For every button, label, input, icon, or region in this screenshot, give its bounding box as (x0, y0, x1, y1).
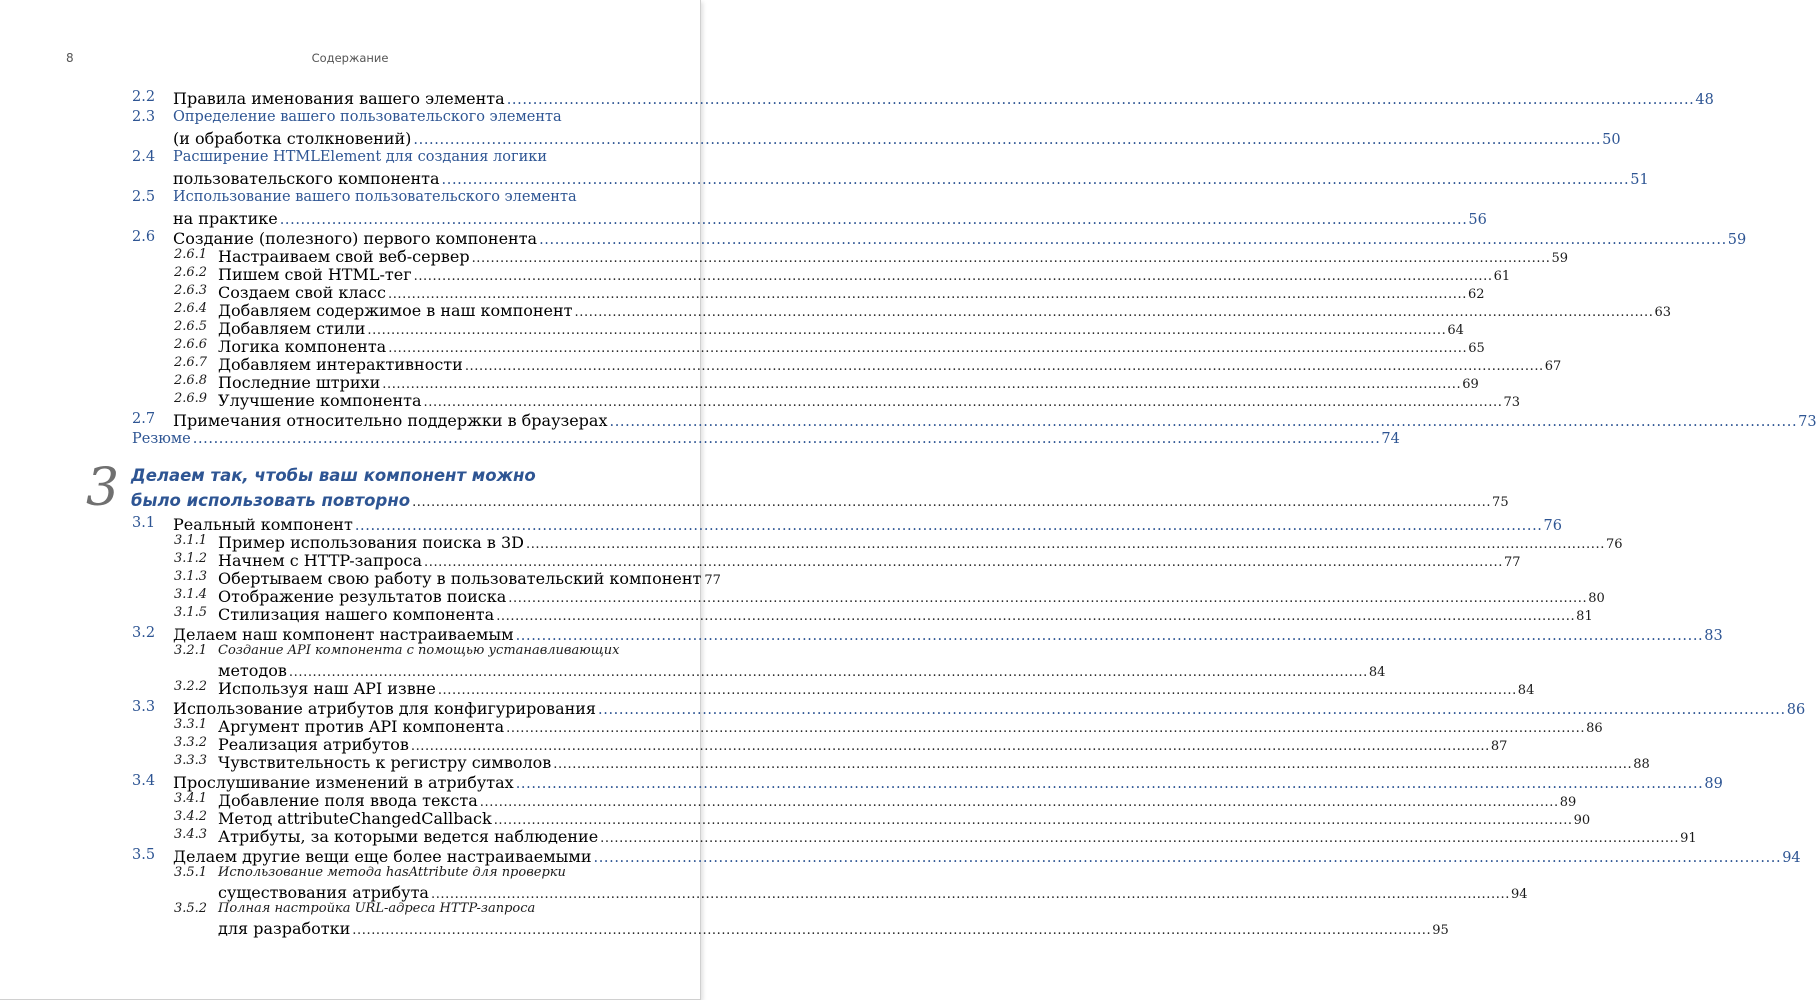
toc-entry-title: Обертываем свою работу в пользовательский компонент (218, 569, 702, 588)
leader-dots (526, 537, 1605, 552)
toc-entry-page-number: 64 (1447, 323, 1464, 338)
toc-entry-page-number: 69 (1462, 377, 1479, 392)
toc-entry-number: 2.6.2 (174, 265, 208, 280)
toc-entry-number: 3.3.2 (174, 735, 208, 750)
leader-dots (598, 702, 1786, 718)
toc-entry-page-number: 62 (1467, 287, 1485, 302)
toc-entry-page-number: 67 (1544, 359, 1562, 374)
toc-entry-title: Стилизация нашего компонента (218, 605, 495, 624)
toc-entry-title: Пишем свой HTML-тег (218, 265, 412, 284)
leader-dots (412, 495, 1491, 510)
leader-dots (575, 305, 1654, 320)
toc-entry-title: Метод attributeChangedCallback (218, 809, 492, 828)
chapter-page-number: 75 (1492, 495, 1509, 510)
toc-entry-page-number: 63 (1654, 305, 1672, 320)
toc-entry-number: 3.3 (132, 699, 156, 715)
toc-entry-title: Правила именования вашего элемента (173, 89, 505, 108)
leader-dots (508, 591, 1587, 606)
toc-entry-page-number: 89 (1559, 795, 1577, 810)
toc-entry-page-number: 80 (1588, 591, 1605, 606)
toc-entry-number: 2.6 (132, 229, 156, 245)
toc-entry-number: 2.6.7 (174, 355, 208, 370)
leader-dots (289, 665, 1368, 680)
toc-entry-number: 2.5 (132, 189, 156, 205)
toc-entry-page-number: 76 (1543, 518, 1562, 534)
toc-entry-number: 3.4.3 (174, 827, 208, 842)
leader-dots (424, 555, 1503, 570)
toc-entry-number: 3.1.5 (174, 605, 208, 620)
toc-entry-page-number: 94 (1510, 887, 1528, 902)
leader-dots (424, 395, 1503, 410)
toc-entry-page-number: 76 (1605, 537, 1623, 552)
leader-dots (388, 341, 1467, 356)
leader-dots (539, 232, 1727, 248)
toc-entry-title: Использование атрибутов для конфигурирования (173, 699, 597, 718)
leader-dots (367, 323, 1446, 338)
toc-entry-page-number: 50 (1602, 132, 1621, 148)
toc-entry-number: 3.1.4 (174, 587, 208, 602)
leader-dots (494, 813, 1573, 828)
leader-dots (594, 850, 1782, 866)
toc-entry-title: Добавляем интерактивности (218, 355, 463, 374)
toc-entry-title: методов (218, 661, 287, 680)
toc-entry-page-number: 84 (1517, 683, 1535, 698)
leader-dots (516, 776, 1704, 792)
toc-entry-page-number: 59 (1551, 251, 1569, 266)
toc-entry-title: Добавление поля ввода текста (218, 791, 478, 810)
toc-entry-number: 3.3.3 (174, 753, 208, 768)
toc-entry-page-number: 73 (1503, 395, 1521, 410)
toc-entry-title-line: Использование метода hasAttribute для проверки (218, 865, 566, 880)
toc-entry-number: 3.1 (132, 515, 156, 531)
toc-entry-title: Создание (полезного) первого компонента (173, 229, 538, 248)
toc-entry-title-line: Расширение HTMLElement для создания логики (173, 149, 547, 165)
toc-entry-title: Примечания относительно поддержки в браузерах (173, 411, 608, 430)
toc-entry-title: Пример использования поиска в 3D (218, 533, 524, 552)
toc-entry-page-number: 77 (1503, 555, 1521, 570)
toc-entry-page-number: 87 (1490, 739, 1508, 754)
toc-entry-number: 2.4 (132, 149, 156, 165)
toc-entry-page-number: 73 (1798, 414, 1817, 430)
toc-entry-title: Добавляем содержимое в наш компонент (218, 301, 573, 320)
toc-entry-title: Реализация атрибутов (218, 735, 409, 754)
toc-entry-number: 2.6.5 (174, 319, 208, 334)
leader-dots (609, 414, 1797, 430)
toc-entry-page-number: 86 (1786, 702, 1806, 718)
toc-entry-number: 3.4.2 (174, 809, 208, 824)
toc-entry-title: Делаем другие вещи еще более настраиваемыми (173, 847, 592, 866)
leader-dots (382, 377, 1461, 392)
leader-dots (411, 739, 1490, 754)
toc-entry-number: 3.5.2 (174, 901, 208, 916)
leader-dots (507, 92, 1695, 108)
toc-entry-number: 2.6.9 (174, 391, 208, 406)
toc-entry-number: 3.1.2 (174, 551, 208, 566)
leader-dots (516, 628, 1704, 644)
chapter-number: 3 (86, 458, 120, 518)
toc-entry-page-number: 90 (1573, 813, 1591, 828)
toc-entry-number: 3.5 (132, 847, 156, 863)
toc-entry-number: 3.3.1 (174, 717, 208, 732)
toc-entry-title: Последние штрихи (218, 373, 381, 392)
toc-entry-number: 3.5.1 (174, 865, 208, 880)
toc-entry-page-number: 88 (1633, 757, 1650, 772)
toc-entry-page-number: 59 (1727, 232, 1747, 248)
leader-dots (352, 923, 1431, 938)
toc-entry-number: 3.2 (132, 625, 156, 641)
toc-entry-title: существования атрибута (218, 883, 429, 902)
toc-entry-page-number: 89 (1704, 776, 1723, 792)
toc-entry-number: 3.4.1 (174, 791, 208, 806)
toc-entry-title: Отображение результатов поиска (218, 587, 507, 606)
toc-entry-title: Делаем наш компонент настраиваемым (173, 625, 514, 644)
toc-entry-number: 2.3 (132, 109, 156, 125)
leader-dots (496, 609, 1575, 624)
leader-dots (431, 887, 1510, 902)
toc-entry-page-number: 83 (1704, 628, 1723, 644)
toc-entry-number: 3.1.3 (174, 569, 208, 584)
toc-entry-title: на практике (173, 209, 278, 228)
toc-entry-title-line: Полная настройка URL-адреса HTTP-запроса (218, 901, 536, 916)
leader-dots (465, 359, 1544, 374)
toc-entry-title: Логика компонента (218, 337, 387, 356)
toc-entry-page-number: 65 (1468, 341, 1485, 356)
toc-entry-page-number: 81 (1576, 609, 1593, 624)
leader-dots (355, 518, 1543, 534)
toc-entry-page-number: 91 (1680, 831, 1697, 846)
toc-entry-number: 3.4 (132, 773, 156, 789)
toc-entry-title: Реальный компонент (173, 515, 353, 534)
leader-dots (388, 287, 1467, 302)
toc-entry-title-line: Определение вашего пользовательского элемента (173, 109, 562, 125)
chapter-title-line-2: было использовать повторно (131, 491, 411, 510)
toc-entry-page-number: 84 (1368, 665, 1386, 680)
toc-entry-number: 2.6.1 (174, 247, 208, 262)
toc-entry-title-line: Использование вашего пользовательского элемента (173, 189, 577, 205)
toc-entry-page-number: 48 (1695, 92, 1714, 108)
leader-dots (600, 831, 1679, 846)
toc-entry-title: Резюме (132, 431, 191, 447)
toc-entry-title: Аргумент против API компонента (218, 717, 505, 736)
leader-dots (442, 172, 1630, 188)
leader-dots (480, 795, 1559, 810)
toc-entry-title: Используя наш API извне (218, 679, 436, 698)
leader-dots (280, 212, 1468, 228)
leader-dots (413, 132, 1601, 148)
toc-entry-title: Добавляем стили (218, 319, 366, 338)
toc-entry-title: пользовательского компонента (173, 169, 440, 188)
toc-entry-title: (и обработка столкновений) (173, 129, 412, 148)
toc-entry-title-line: Создание API компонента с помощью устанавливающих (218, 643, 620, 658)
leader-dots (193, 431, 1381, 447)
toc-entry-number: 3.1.1 (174, 533, 208, 548)
toc-entry-title: Прослушивание изменений в атрибутах (173, 773, 514, 792)
leader-dots (472, 251, 1551, 266)
toc-entry-page-number: 56 (1468, 212, 1487, 228)
toc-entry-page-number: 74 (1381, 431, 1400, 447)
toc-entry-number: 2.6.6 (174, 337, 208, 352)
toc-entry-page-number: 61 (1493, 269, 1511, 284)
toc-entry-title: Настраиваем свой веб-сервер (218, 247, 470, 266)
toc-entry-number: 2.6.3 (174, 283, 208, 298)
toc-entry-page-number: 86 (1586, 721, 1603, 736)
toc-entry-number: 2.2 (132, 89, 156, 105)
toc-entry-title: Атрибуты, за которыми ведется наблюдение (218, 827, 599, 846)
toc-entry-title: Создаем свой класс (218, 283, 386, 302)
leader-dots (553, 757, 1632, 772)
toc-entry-title: Начнем с HTTP-запроса (218, 551, 422, 570)
toc-entry-page-number: 95 (1432, 923, 1449, 938)
chapter-title-line-1: Делаем так, чтобы ваш компонент можно (131, 466, 536, 485)
toc-entry-number: 2.7 (132, 411, 156, 427)
toc-entry-page-number: 51 (1630, 172, 1649, 188)
toc-entry-title: Улучшение компонента (218, 391, 422, 410)
toc-entry-page-number: 94 (1782, 850, 1801, 866)
leader-dots (414, 269, 1493, 284)
toc-entry-title: для разработки (218, 919, 351, 938)
toc-entry-number: 2.6.8 (174, 373, 208, 388)
toc-entry-number: 3.2.2 (174, 679, 208, 694)
running-header: Содержание (311, 51, 389, 65)
toc-entry-number: 2.6.4 (174, 301, 208, 316)
toc-entry-number: 3.2.1 (174, 643, 208, 658)
page-number: 8 (66, 51, 74, 65)
leader-dots (506, 721, 1585, 736)
leader-dots (438, 683, 1517, 698)
toc-entry-title: Чувствительность к регистру символов (218, 753, 552, 772)
toc-entry-page-number: 77 (704, 573, 721, 588)
